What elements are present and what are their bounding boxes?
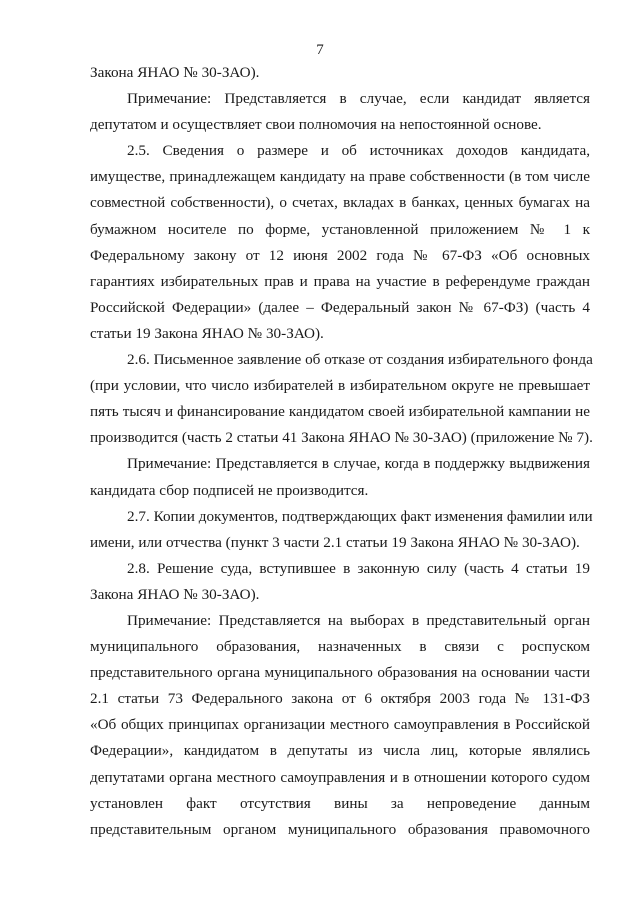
text-line: Закона ЯНАО № 30-ЗАО).: [90, 64, 260, 81]
paragraph: [90, 60, 590, 86]
text-line: имуществе, принадлежащем кандидату на праве собственности (в том числе: [90, 168, 590, 186]
paragraph: [90, 608, 590, 843]
text-line: Федеральному закону от 12 июня 2002 года № 67-ФЗ «Об основных: [90, 246, 590, 264]
text-line: Примечание: Представляется в случае, когда в поддержку выдвижения: [127, 455, 590, 473]
document-body: [90, 60, 593, 843]
text-line: депутатами органа местного самоуправления и в отношении которого судом: [90, 768, 590, 786]
text-line: представительного органа муниципального образования на основании части: [90, 664, 590, 682]
text-line: пять тысяч и финансирование кандидатом своей избирательной кампании не: [90, 403, 590, 421]
text-line: производится (часть 2 статьи 41 Закона ЯНАО № 30-ЗАО) (приложение № 7).: [90, 429, 593, 447]
text-line: представительным органом муниципального образования правомочного: [90, 820, 590, 838]
text-line: бумажном носителе по форме, установленной приложением № 1 к: [90, 220, 590, 238]
text-line: Российской Федерации» (далее – Федеральный закон № 67-ФЗ) (часть 4: [90, 298, 590, 316]
paragraph: [90, 347, 593, 451]
text-line: Примечание: Представляется на выборах в представительный орган: [127, 611, 590, 629]
text-line: «Об общих принципах организации местного самоуправления в Российской: [90, 716, 590, 734]
paragraph: [90, 86, 590, 138]
text-line: гарантиях избирательных прав и права на участие в референдуме граждан: [90, 272, 590, 290]
text-line: муниципального образования, назначенных в связи с роспуском: [90, 638, 590, 656]
text-line: депутатом и осуществляет свои полномочия на непостоянной основе.: [90, 116, 542, 134]
text-line: имени, или отчества (пункт 3 части 2.1 статьи 19 Закона ЯНАО № 30-ЗАО).: [90, 533, 580, 551]
text-line: Федерации», кандидатом в депутаты из числа лиц, которые являлись: [90, 742, 590, 760]
text-line: Закона ЯНАО № 30-ЗАО).: [90, 585, 260, 603]
text-line: установлен факт отсутствия вины за непроведение данным: [90, 794, 590, 812]
text-line: 2.5. Сведения о размере и об источниках доходов кандидата,: [127, 142, 590, 160]
page-number: 7: [316, 42, 324, 58]
paragraph: [90, 138, 590, 347]
text-line: (при условии, что число избирателей в избирательном округе не превышает: [90, 377, 590, 395]
paragraph: [90, 556, 590, 608]
text-line: 2.1 статьи 73 Федерального закона от 6 октября 2003 года № 131-ФЗ: [90, 690, 590, 708]
text-line: Примечание: Представляется в случае, если кандидат является: [127, 90, 590, 108]
paragraph: [90, 451, 590, 503]
text-line: кандидата сбор подписей не производится.: [90, 481, 369, 499]
text-line: 2.8. Решение суда, вступившее в законную силу (часть 4 статьи 19: [127, 559, 590, 577]
text-line: совместной собственности), о счетах, вкладах в банках, ценных бумагах на: [90, 194, 590, 212]
text-line: статьи 19 Закона ЯНАО № 30-ЗАО).: [90, 324, 324, 342]
text-line: 2.7. Копии документов, подтверждающих факт изменения фамилии или: [127, 507, 593, 525]
paragraph: [90, 504, 593, 556]
text-line: 2.6. Письменное заявление об отказе от создания избирательного фонда: [127, 351, 593, 369]
